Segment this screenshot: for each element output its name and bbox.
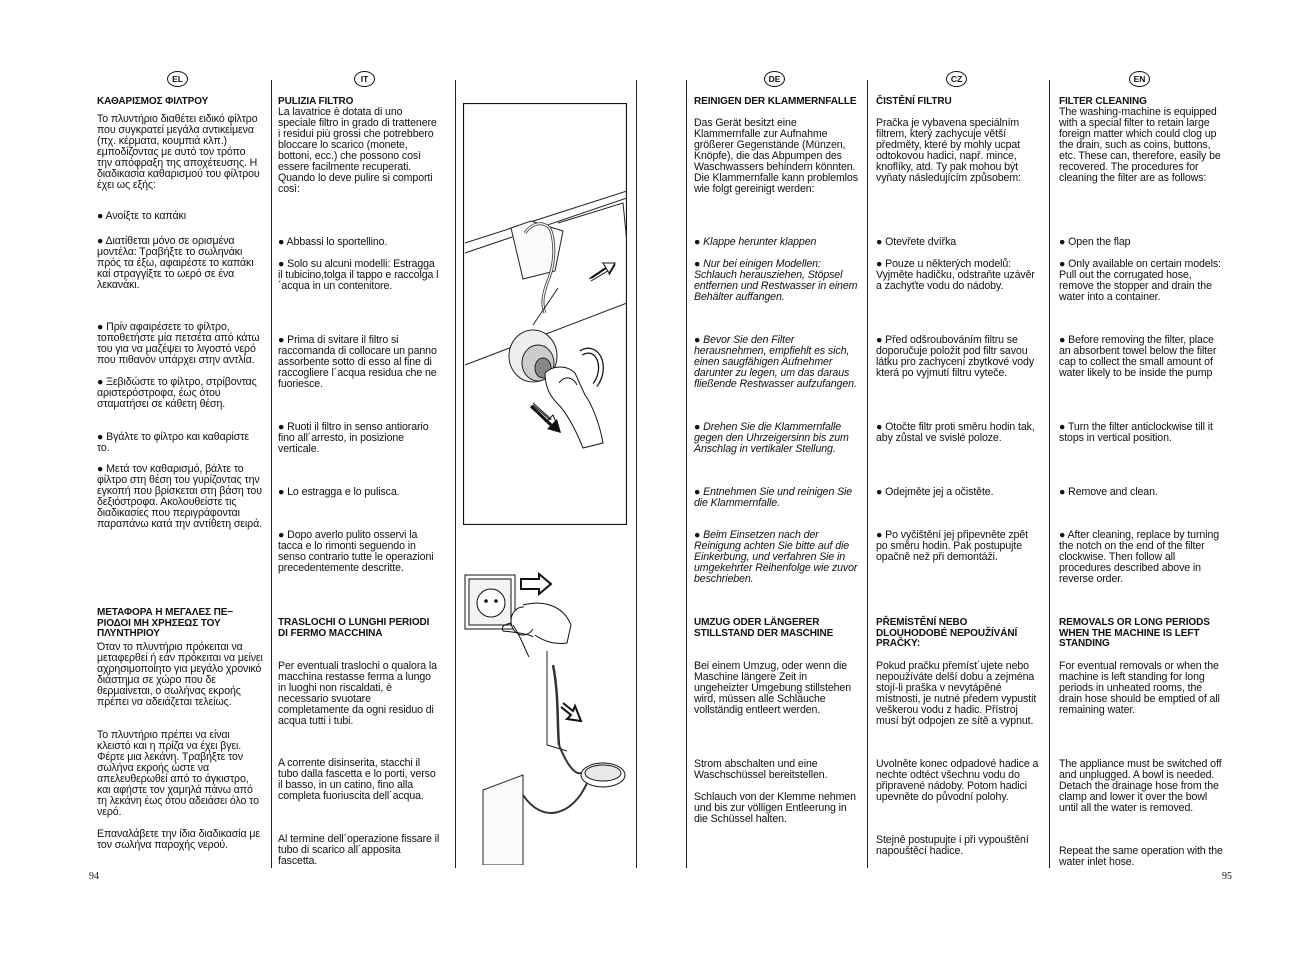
step-6: ● Po vyčištění jej připevněte zpět po směru hodin. Pak postupujte opačně než při demontáži. [876,529,1028,563]
intro-text: Το πλυντήριο διαθέτει ειδικό φίλτρο που συγκρατεί μεγάλα αντικείμενα (πχ. κέρματα, κουμπιά κλπ.) εμποδίζοντας με αυτό τον τρόπο την απόφραξη της αποχέτευσης. Η διαδικασία καθαρισμού του φίλτρου έχει ως εξής: [97,113,260,191]
intro-text: La lavatrice è dotata di uno speciale filtro in grado di trattenere i residui più grossi che potrebbero bloccare lo scarico (monete, bottoni, ecc.) che possono così essere facilmente recuperati. Quando lo deve pulire si comporti così: [278,106,437,195]
intro-text: The washing-machine is equipped with a special filter to retain large foreign matter which could clog up the drain, such as coins, buttons, etc. These can, therefore, easily be recovered. The procedures for cleaning the filter are as follows: [1059,106,1221,184]
page-number-left: 94 [89,871,99,882]
unplug-drain-illustration [463,565,633,865]
step-5: ● Odejměte jej a očistěte. [876,486,994,498]
badge-cz: CZ [946,71,967,87]
heading-removals: UMZUG ODER LÄNGERER STILLSTAND DER MASCHINE [694,617,834,639]
column-divider [867,80,868,868]
removal-text-3: Schlauch von der Klemme nehmen und bis zur völligen Entleerung in die Schüssel halten. [694,791,856,825]
step-1: ● Klappe herunter klappen [694,236,817,248]
step-5: ● Remove and clean. [1059,486,1158,498]
page-number-right: 95 [1222,871,1232,882]
removal-text-2: The appliance must be switched off and unplugged. A bowl is needed. Detach the drainage hose from the clamp and lower it over the bowl until all the water is removed. [1059,758,1222,814]
step-5: ● Lo estragga e lo pulisca. [278,486,400,498]
step-6: ● After cleaning, replace by turning the notch on the end of the filter clockwise. Then follow all procedures described above in reverse order. [1059,529,1220,585]
intro-text: Pračka je vybavena speciálním filtrem, který zachycuje větší předměty, které by mohly ucpat odtokovou hadici, např. mince, knoflíky, atd. Ty pak mohou být vyňaty následujícím způsobem: [876,117,1021,184]
removal-text-1: Pokud pračku přemíst´ujete nebo nepoužíváte delší dobu a zejména stojí-li praška v nevytápěné místnosti, je nutné předem vypustit veškerou vodu z hadic. Přístroj musí být odpojen ze sítě a vypnut. [876,660,1037,727]
removal-text-1: For eventual removals or when the machine is left standing for long periods in unheated rooms, the drain hose should be emptied of all remaining water. [1059,660,1220,716]
column-divider [271,80,272,868]
badge-el: EL [167,71,188,87]
step-2: ● Only available on certain models: Pull out the corrugated hose, remove the stopper and drain the water into a container. [1059,258,1221,303]
removal-text-2: Το πλυντήριο πρέπει να είναι κλειστό και η πρίζα να έχει βγει. Φέρτε μια λεκάνη. Τραβήξτε τον σωλήνα εκροής ώστε να απελευθερωθεί από το άγκιστρο, και αφήστε τον χαμηλά πάνω από τη λεκάνη έως ότου αδειάσει όλο το νερό. [97,729,259,818]
removal-text-1: Per eventuali traslochi o qualora la macchina restasse ferma a lungo in luoghi non riscaldati, è necessario svuotare completamente da ogni residuo di acqua tutti i tubi. [278,660,437,727]
column-divider [1049,80,1050,868]
heading-removals: ΜΕΤΑΦΟΡΑ Η ΜΕΓΑΛΕΣ ΠΕ− ΡΙΟΔΟΙ ΜΗ ΧΡΗΣΕΩΣ ΤΟΥ ΠΛΥΝΤΗΡΙΟΥ [97,607,234,639]
step-1: ● Open the flap [1059,236,1131,248]
heading-filter-cleaning: ČISTĚNÍ FILTRU [876,96,952,107]
filter-illustration [463,103,627,525]
step-4: ● Drehen Sie die Klammernfalle gegen den Uhrzeigersinn bis zum Anschlag in vertikaler Stellung. [694,421,849,455]
step-2: ● Διατίθεται μόνο σε ορισμένα μοντέλα: Τραβήξτε το σωληνάκι πρός τα έξω, αφαιρέστε το καπάκι καί στραγγίξτε το ωερό σε ένα λεκανάκι. [97,235,254,291]
removal-text-2: Uvolněte konec odpadové hadice a nechte odtéct všechnu vodu do připravené nádoby. Potom hadici upevněte do původní polohy. [876,758,1039,803]
step-2: ● Solo su alcuni modelli: Estragga il tubicino,tolga il tappo e raccolga l´acqua in un contenitore. [278,258,439,292]
step-2: ● Pouze u některých modelů: Vyjměte hadičku, odstraňte uzávěr a zachyťte vodu do nádoby. [876,258,1035,292]
heading-filter-cleaning: ΚΑΘΑΡΙΣΜΟΣ ΦΙΛΤΡΟΥ [97,96,209,107]
badge-en: EN [1129,71,1150,87]
removal-text-1: Όταν το πλυντήριο πρόκειται να μεταφερθεί ή εάν πρόκειται να μείνει αχρησιμοποίητο για μεγάλο χρονικό διάστημα σε χώρο που δε θερμαίνεται, ο σωλήνας εκροής πρέπει να αδειάζεται τελείως. [97,641,263,708]
step-5: ● Βγάλτε το φίλτρο και καθαρίστε το. [97,431,249,454]
intro-text: Das Gerät besitzt eine Klammernfalle zur Aufnahme größerer Gegenstände (Münzen, Knöpfe), die das Abpumpen des Waschwassers behindern könnten. Die Klammernfalle kann problemlos wie folgt gereinigt werden: [694,117,858,195]
step-3: ● Bevor Sie den Filter herausnehmen, empfiehlt es sich, einen saugfähigen Aufnehmer darunter zu legen, um das daraus fließende Restwasser aufzufangen. [694,334,857,390]
badge-de: DE [764,71,785,87]
step-6: ● Beim Einsetzen nach der Reinigung achten Sie bitte auf die Einkerbung, und verfahren Sie in umgekehrter Reihenfolge wie zuvor beschrieben. [694,529,858,585]
step-3: ● Před odšroubováním filtru se doporučuje položit pod filtr savou látku pro zachycení zbytkové vody která po vyjmutí filtru vyteče. [876,334,1035,379]
removal-text-1: Bei einem Umzug, oder wenn die Maschine längere Zeit in ungeheizter Umgebung stillstehen wird, müssen alle Schläuche vollständig entleert werden. [694,660,851,716]
heading-filter-cleaning: REINIGEN DER KLAMMERNFALLE [694,96,857,107]
heading-filter-cleaning: PULIZIA FILTRO [278,96,354,107]
step-6: ● Μετά τον καθαρισμό, βάλτε το φίλτρο στη θέση του γυρίζοντας την εγκοπή που βρίσκεται στη βάση του δεξιόστροφα. Ακολουθείστε τις διαδικασίες που περιγράφονται παραπάνω κατά την αντίθετη σειρά. [97,463,262,530]
removal-text-2: Strom abschalten und eine Waschschüssel bereitstellen. [694,758,828,781]
removal-text-3: Επαναλάβετε την ίδια διαδικασία με τον σωλήνα παροχής νερού. [97,828,260,851]
heading-filter-cleaning: FILTER CLEANING [1059,96,1147,107]
step-3: ● Πρίν αφαιρέσετε το φίλτρο, τοποθετήστε μία πετσέτα από κάτω του για να μαζέψει το λιγοστό νερό που πιθανόν υπάρχει στην αντλία. [97,321,260,366]
removal-text-3: Repeat the same operation with the water inlet hose. [1059,845,1223,868]
column-divider [636,80,637,868]
drain-drawing [463,565,633,865]
step-2: ● Nur bei einigen Modellen: Schlauch herausziehen, Stöpsel entfernen und Restwasser in einem Behälter auffangen. [694,258,858,303]
badge-it: IT [354,71,375,87]
step-1: ● Ανοίξτε το καπάκι [97,210,186,222]
step-1: ● Otevřete dvířka [876,236,957,248]
removal-text-2: A corrente disinserita, stacchi il tubo dalla fascetta e lo porti, verso il basso, in un catino, fino alla completa fuoriuscita dell´acqua. [278,757,436,802]
removal-text-3: Al termine dell´operazione fissare il tubo di scarico all´apposita fascetta. [278,833,440,867]
removal-text-3: Stejně postupujte i při vypouštění napouštěcí hadice. [876,834,1029,857]
heading-removals: PŘEMÍSTĚNÍ NEBO DLOUHODOBÉ NEPOUŽÍVÁNÍ PRAČKY: [876,617,1018,649]
heading-removals: TRASLOCHI O LUNGHI PERIODI DI FERMO MACCHINA [278,617,430,639]
step-3: ● Before removing the filter, place an absorbent towel below the filter cap to collect the small amount of water likely to be inside the pump [1059,334,1217,379]
step-1: ● Abbassi lo sportellino. [278,236,388,248]
step-4: ● Ξεβιδώστε το φίλτρο, στρίβοντας αριστερόστροφα, έως ότου σταματήσει σε κάθετη θέση. [97,376,257,410]
step-6: ● Dopo averlo pulito osservi la tacca e lo rimonti seguendo in senso contrario tutte le operazioni precedentemente descritte. [278,529,434,574]
step-3: ● Prima di svitare il filtro si raccomanda di collocare un panno assorbente sotto di esso al fine di raccogliere l´acqua residua che ne fuoriesce. [278,334,437,390]
step-4: ● Turn the filter anticlockwise till it stops in vertical position. [1059,421,1213,444]
column-divider [686,80,687,868]
step-4: ● Ruoti il filtro in senso antiorario fino all´arresto, in posizione verticale. [278,421,429,455]
step-5: ● Entnehmen Sie und reinigen Sie die Klammernfalle. [694,486,853,509]
heading-removals: REMOVALS OR LONG PERIODS WHEN THE MACHINE IS LEFT STANDING [1059,617,1210,649]
step-4: ● Otočte filtr proti směru hodin tak, aby zůstal ve svislé poloze. [876,421,1035,444]
column-divider [455,80,456,868]
filter-drawing [463,103,627,525]
